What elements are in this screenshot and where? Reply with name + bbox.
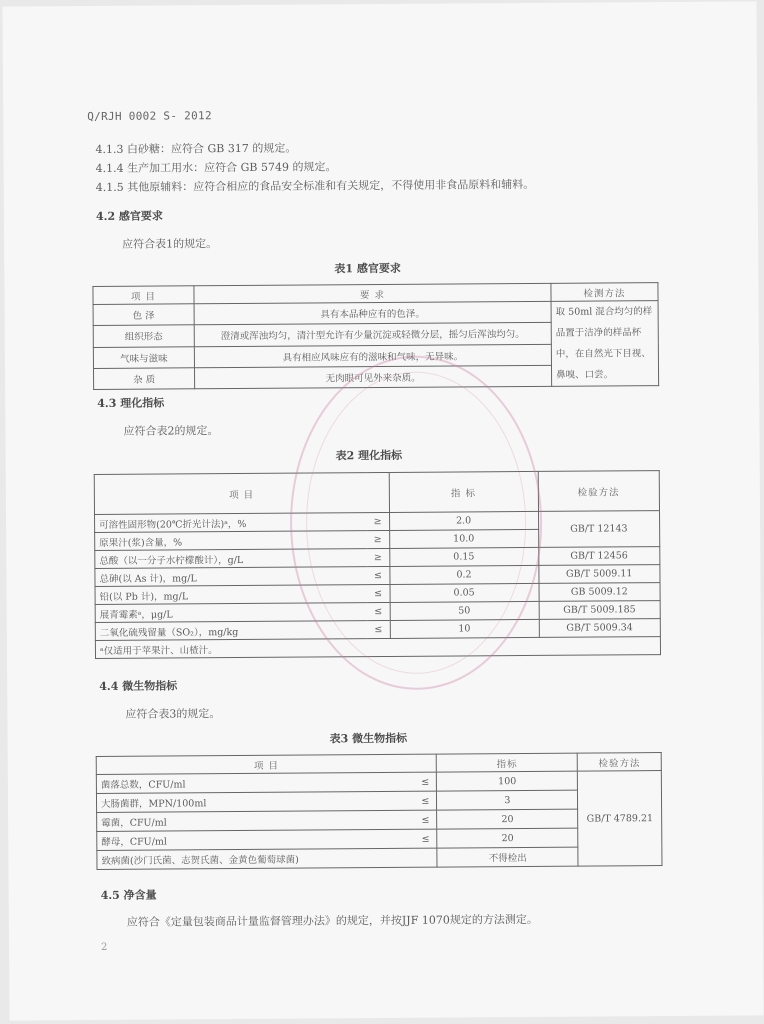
table-1-item: 组织形态: [93, 325, 194, 347]
table-3-value: 20: [437, 828, 578, 848]
table-3-value: 不得检出: [437, 847, 578, 867]
table-1-header-requirement: 要 求: [194, 283, 551, 303]
table-2-item: 可溶性固形物(20℃折光计法)ᵃ，%: [95, 513, 367, 533]
document-code: Q/RJH 0002 S- 2012: [87, 109, 212, 124]
table-2-header-value: 指 标: [389, 471, 538, 512]
table-2-operator: ≤: [367, 602, 390, 620]
table-2-method: GB/T 5009.34: [539, 619, 661, 638]
table-3-item: 酵母，CFU/ml: [97, 829, 415, 850]
table-2-item: 总砷(以 As 计)，mg/L: [95, 567, 367, 587]
table-3-method: GB/T 4789.21: [578, 771, 662, 867]
table-2-value: 10.0: [389, 529, 538, 548]
table-2-operator: ≤: [367, 566, 390, 584]
table-2-item: 总酸（以一分子水柠檬酸计），g/L: [95, 549, 367, 569]
table-1-requirement: 无肉眼可见外来杂质。: [194, 365, 551, 389]
table-3-header-value: 指标: [437, 753, 578, 772]
table-3-item: 菌落总数，CFU/ml: [96, 772, 414, 793]
table-2-header-method: 检验方法: [538, 471, 660, 512]
section-4-4-text: 应符合表3的规定。: [125, 707, 221, 721]
table-2-header-item: 项 目: [94, 472, 389, 514]
table-2-value: 10: [390, 619, 539, 638]
table-2-physicochemical: [94, 470, 661, 659]
page-number: 2: [101, 941, 108, 953]
table-3-value: 3: [437, 790, 578, 810]
table-3-operator: [415, 848, 438, 867]
section-4-3-title: 4.3 理化指标: [97, 396, 165, 410]
table-2-method: GB/T 12456: [538, 547, 660, 566]
table-2-value: 0.2: [389, 565, 538, 584]
table-3-item: 霉菌，CFU/ml: [97, 810, 415, 831]
table-2-value: 0.05: [390, 583, 539, 602]
table-3-operator: ≤: [415, 829, 438, 848]
table-3-item: 大肠菌群，MPN/100ml: [96, 791, 414, 812]
table-3-value: 100: [437, 771, 578, 791]
table-2-footnote-row: [95, 637, 660, 659]
table-2-item: 展青霉素ᵃ，μg/L: [95, 603, 367, 623]
table-2-item: 原果汁(浆)含量，%: [95, 531, 367, 551]
table-2-value: 0.15: [389, 547, 538, 566]
table-2-item: 铅(以 Pb 计)，mg/L: [95, 585, 367, 605]
table-1-method: 取 50ml 混合均匀的样品置于洁净的样品杯中，在自然光下目视、鼻嗅、口尝。: [551, 301, 659, 387]
section-4-2-title: 4.2 感官要求: [95, 209, 163, 223]
table-3-operator: ≤: [414, 772, 437, 791]
table-2-method: GB/T 12143: [538, 511, 660, 548]
table-2-method: GB/T 5009.185: [539, 601, 661, 620]
table-2-method: GB/T 5009.11: [538, 565, 660, 584]
table-1-item: 杂 质: [93, 368, 194, 390]
table-1-header-item: 项 目: [93, 286, 194, 305]
table-row: [95, 511, 660, 533]
table-2-operator: ≥: [367, 512, 390, 530]
clause-4-1-5: 4.1.5 其他原辅料：应符合相应的食品安全标准和有关规定，不得使用非食品原料和辅料。: [95, 177, 535, 194]
table-2-operator: ≤: [367, 584, 390, 602]
table-3-caption: 表3 微生物指标: [329, 731, 408, 746]
table-2-footnote: ᵃ仅适用于苹果汁、山楂汁。: [95, 637, 660, 659]
section-4-5-title: 4.5 净含量: [100, 888, 157, 902]
table-1-item: 气味与滋味: [93, 346, 194, 368]
clause-4-1-3: 4.1.3 白砂糖：应符合 GB 317 的规定。: [95, 141, 297, 156]
table-3-value: 20: [437, 809, 578, 829]
section-4-5-text: 应符合《定量包装商品计量监督管理办法》的规定，并按JJF 1070规定的方法测定。: [126, 912, 538, 929]
table-row: [97, 847, 662, 870]
table-2-operator: ≤: [367, 620, 390, 638]
table-2-caption: 表2 理化指标: [335, 448, 403, 463]
table-1-sensory: [92, 282, 659, 390]
table-3-header-method: 检验方法: [578, 753, 662, 772]
table-2-value: 2.0: [389, 511, 538, 530]
table-2-value: 50: [390, 601, 539, 620]
table-2-operator: ≥: [367, 530, 390, 548]
table-1-header-method: 检测方法: [551, 283, 658, 302]
section-4-3-text: 应符合表2的规定。: [123, 424, 219, 438]
table-3-microbiological: [96, 752, 663, 870]
section-4-4-title: 4.4 微生物指标: [99, 679, 178, 693]
table-2-item: 二氧化硫残留量（SO₂），mg/kg: [95, 621, 367, 641]
table-3-operator: ≤: [414, 791, 437, 810]
table-1-requirement: 澄清或浑浊均匀，清汁型允许有少量沉淀或轻微分层，摇匀后浑浊均匀。: [194, 323, 551, 347]
table-2-header-row: [94, 471, 659, 515]
table-row: [93, 301, 658, 326]
document-page: [2, 1, 763, 1020]
table-1-requirement: 具有相应风味应有的滋味和气味，无异味。: [194, 344, 551, 368]
table-2-method: GB 5009.12: [539, 583, 661, 602]
clause-4-1-4: 4.1.4 生产加工用水：应符合 GB 5749 的规定。: [95, 160, 337, 175]
table-3-operator: ≤: [414, 810, 437, 829]
table-1-requirement: 具有本品种应有的色泽。: [194, 301, 551, 325]
section-4-2-text: 应符合表1的规定。: [122, 237, 218, 251]
table-1-caption: 表1 感官要求: [334, 261, 401, 276]
table-3-item: 致病菌(沙门氏菌、志贺氏菌、金黄色葡萄球菌): [97, 848, 415, 869]
table-1-item: 色 泽: [93, 304, 194, 326]
table-3-header-item: 项 目: [96, 754, 436, 774]
table-2-operator: ≥: [367, 548, 390, 566]
